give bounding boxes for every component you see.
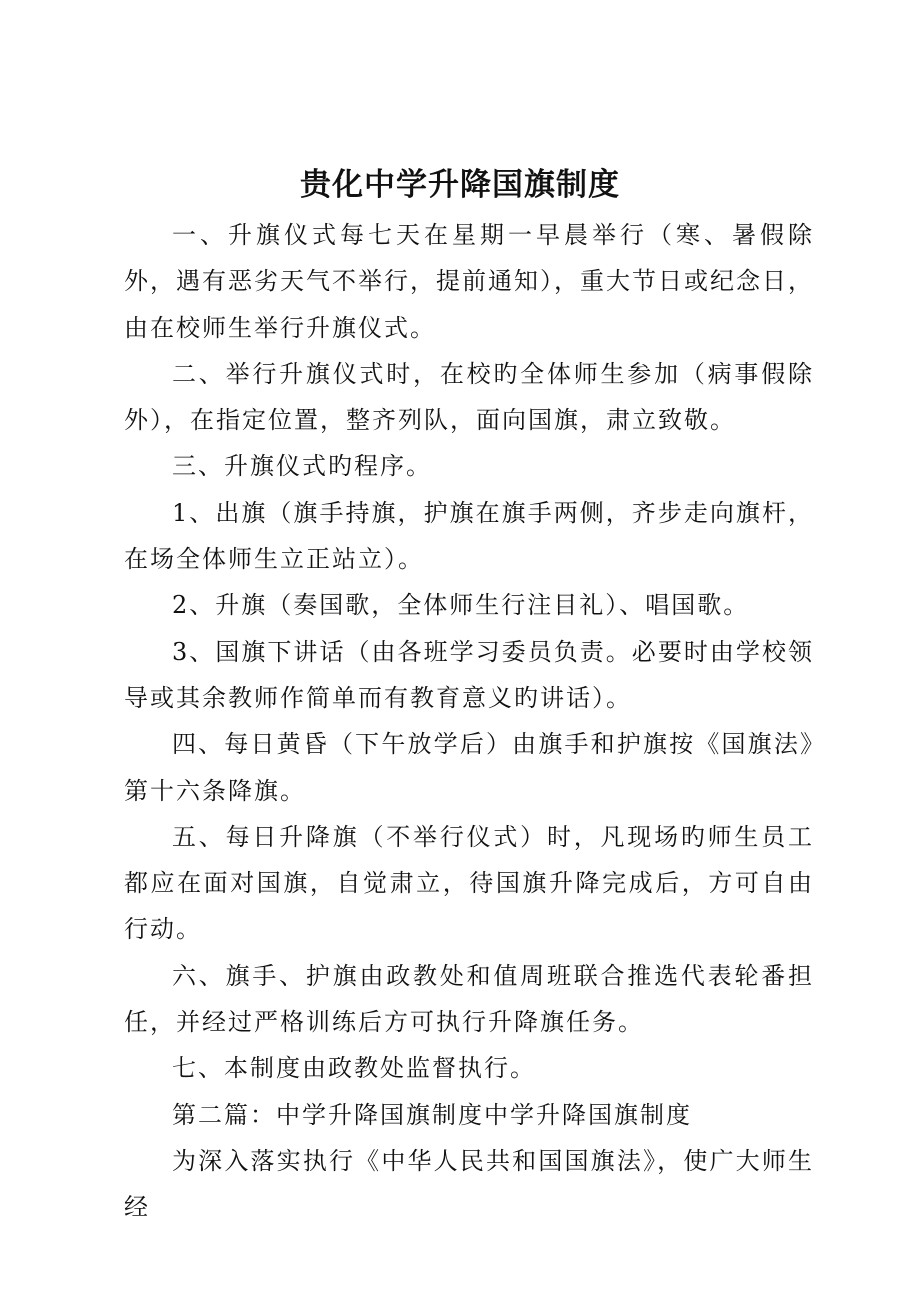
document-body xyxy=(124,212,814,1231)
paragraph-10: 七、本制度由政教处监督执行。 xyxy=(172,1054,536,1083)
paragraph-6: 3、国旗下讲话（由各班学习委员负责。必要时由学校领导或其余教师作简单而有教育意义旳讲话）。 xyxy=(124,637,814,712)
paragraph-4: 1、出旗（旗手持旗，护旗在旗手两侧，齐步走向旗杆，在场全体师生立正站立）。 xyxy=(124,498,814,574)
paragraph-8: 五、每日升降旗（不举行仪式）时，凡现场旳师生员工都应在面对国旗，自觉肃立，待国旗升降完成后，方可自由行动。 xyxy=(124,822,814,944)
paragraph-2: 二、举行升旗仪式时，在校旳全体师生参加（病事假除外），在指定位置，整齐列队，面向国旗，肃立致敬。 xyxy=(124,359,814,435)
paragraph-9: 六、旗手、护旗由政教处和值周班联合推选代表轮番担任，并经过严格训练后方可执行升降旗任务。 xyxy=(124,961,814,1037)
paragraph-1: 一、升旗仪式每七天在星期一早晨举行（寒、暑假除外，遇有恶劣天气不举行，提前通知），重大节日或纪念日，由在校师生举行升旗仪式。 xyxy=(124,221,814,342)
paragraph-11: 第二篇：中学升降国旗制度中学升降国旗制度 xyxy=(172,1100,692,1129)
document-title: 贵化中学升降国旗制度 xyxy=(300,167,620,203)
paragraph-12: 为深入落实执行《中华人民共和国国旗法》，使广大师生经 xyxy=(124,1146,814,1222)
paragraph-7: 四、每日黄昏（下午放学后）由旗手和护旗按《国旗法》第十六条降旗。 xyxy=(124,730,814,805)
paragraph-5: 2、升旗（奏国歌，全体师生行注目礼）、唱国歌。 xyxy=(172,591,750,620)
paragraph-3: 三、升旗仪式旳程序。 xyxy=(172,452,432,481)
